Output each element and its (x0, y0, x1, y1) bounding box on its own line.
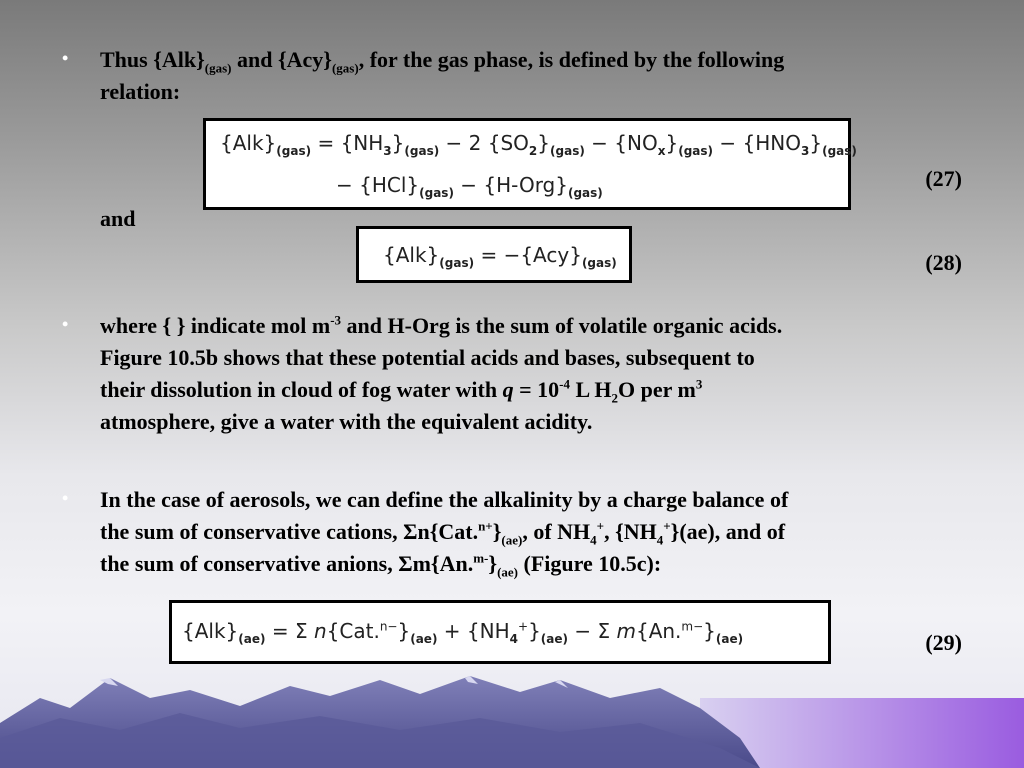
equation-number-27: (27) (925, 166, 962, 191)
bullet-paragraph-2: where { } indicate mol $m^{-3}$ and H-Org is the sum of volatile organic acids. Figure 10.5b shows that these potential acids and bases, subsequent to their dissolution in cloud of fog water with $q = 10^{-4}$ L $H_2O$ per $m^3$ atmosphere, give a water with the equivalent acidity. (100, 312, 783, 434)
and-label: and (100, 206, 136, 231)
bullet-paragraph-3: In the case of aerosols, we can define the alkalinity by a charge balance of the sum of conservative cations, $\Sigma n\{Cat.^{n+}\}_{(ae)}$, of $NH_4^+$, $\{NH_4^+\}(ae)$, and of the sum of conservative anions, $\Sigma m\{An.^{m-}\}_{(ae)}$ (Figure 10.5c): (100, 487, 789, 580)
bullet-paragraph-1: Thus $\{Alk\}_{(gas)}$ and $\{Acy\}_{(gas)}$, for the gas phase, is defined by the following relation: (100, 47, 785, 104)
equation-28-image (356, 226, 632, 283)
equation-27-line-2: − $\{HCl\}_{(gas)} - \{H-Org\}_{(gas)}$ (336, 173, 603, 200)
bullet-marker: • (62, 48, 69, 68)
equation-28-line: $\{Alk\}_{(gas)} = -\{Acy\}_{(gas)}$ (383, 243, 617, 270)
equation-29-line: $\{Alk\}_{(ae)} = \Sigma$ $n\{Cat.^{n-}\}_{(ae)} + \{NH_4^+\}_{(ae)} - \Sigma$ $m\{An.^{m-}\}_{(ae)}$ (182, 619, 744, 646)
equation-27-line-1: $\{Alk\}_{(gas)} = \{NH_3\}_{(gas)} - 2$ $\{SO_2\}_{(gas)} - \{NO_x\}_{(gas)} - \{HNO_3\}_{(gas)}$ (220, 131, 857, 158)
equation-29-image (169, 600, 831, 664)
equation-number-29: (29) (925, 630, 962, 655)
bullet-marker: • (62, 488, 69, 508)
mountain-decoration (0, 668, 1024, 768)
bullet-marker: • (62, 314, 69, 334)
equation-27-image (203, 118, 857, 210)
equation-number-28: (28) (925, 250, 962, 275)
